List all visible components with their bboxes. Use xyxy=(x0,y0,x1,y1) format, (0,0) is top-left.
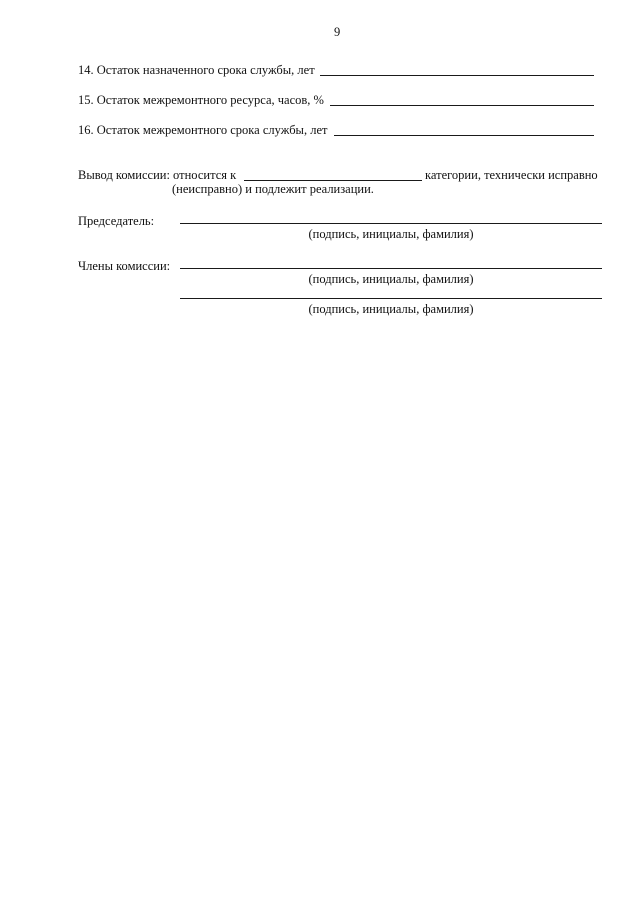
item-16-fill-line[interactable] xyxy=(334,135,594,136)
item-15-fill-line[interactable] xyxy=(330,105,594,106)
member-2-signature-line[interactable] xyxy=(180,298,602,299)
item-16-label: 16. Остаток межремонтного срока службы, лет xyxy=(78,123,328,137)
item-14-label: 14. Остаток назначенного срока службы, лет xyxy=(78,63,315,77)
conclusion-prefix: Вывод комиссии: относится к xyxy=(78,168,237,182)
chairman-label: Председатель: xyxy=(78,214,155,228)
member-2-signature-caption: (подпись, инициалы, фамилия) xyxy=(308,302,474,316)
conclusion-suffix: категории, технически исправно xyxy=(425,168,598,182)
item-14-fill-line[interactable] xyxy=(320,75,594,76)
chairman-signature-caption: (подпись, инициалы, фамилия) xyxy=(308,227,474,241)
member-1-signature-caption: (подпись, инициалы, фамилия) xyxy=(308,272,474,286)
page-number: 9 xyxy=(334,25,341,39)
member-1-signature-line[interactable] xyxy=(180,268,602,269)
item-15-label: 15. Остаток межремонтного ресурса, часов, % xyxy=(78,93,324,107)
conclusion-line2: (неисправно) и подлежит реализации. xyxy=(172,182,374,196)
chairman-signature-line[interactable] xyxy=(180,223,602,224)
category-fill-line[interactable] xyxy=(244,180,422,181)
members-label: Члены комиссии: xyxy=(78,259,171,273)
